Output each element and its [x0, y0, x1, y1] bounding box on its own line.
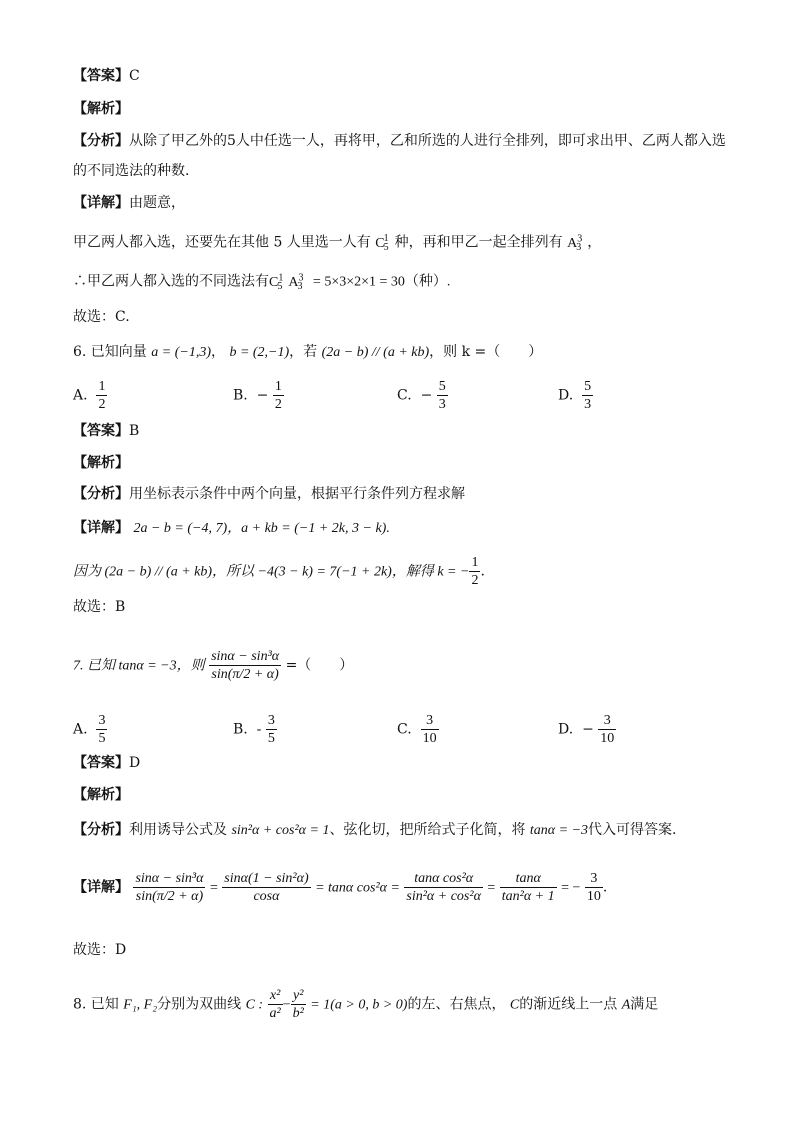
q6-answer-line: 【答案】B: [73, 423, 140, 439]
q6-choose: 故选：B: [73, 599, 126, 615]
fenxi-tag: 【分析】: [73, 133, 129, 149]
q6-stem: 6. 已知向量 a = (−1,3)， b = (2,−1)，若 (2a − b) // (a + kb)，则 k =（ ）: [73, 344, 543, 360]
q5-detail-line-a: 甲乙两人都入选，还要先在其他 5 人里选一人有 $C^1_5$ 种，再和甲乙一起全排列有 $A^3_3$ ，: [73, 233, 602, 254]
q7-option-d[interactable]: D. − $\frac{3}{10}$: [558, 713, 615, 746]
q7-option-a[interactable]: A. $\frac{3}{5}$: [73, 713, 106, 746]
q7-answer-line: 【答案】D: [73, 755, 141, 771]
answer-tag: 【答案】: [73, 68, 129, 84]
q5-choose: 故选：C.: [73, 309, 130, 325]
q7-stem: 7. 已知 tanα = −3，则 $\frac{\text{sinα − sin³α}}{\sin(\pi/2 + \alpha)}$ =（ ）: [73, 649, 354, 682]
q6-option-b[interactable]: B. − $\frac{1}{2}$: [233, 379, 282, 412]
q6-option-d[interactable]: D. $\frac{5}{3}$: [558, 379, 592, 412]
q6-option-c[interactable]: C. − $\frac{5}{3}$: [397, 379, 446, 412]
q6-detail1: 【详解】 2a − b = (−4, 7)，a + kb = (−1 + 2k, 3 − k).: [73, 520, 390, 536]
q7-fenxi: 【分析】利用诱导公式及 sin²α + cos²α = 1、弦化切，把所给式子化简，将 tanα = −3代入可得答案.: [73, 822, 677, 838]
q7-option-b[interactable]: B. - $\frac{3}{5}$: [233, 713, 275, 746]
q6-detail2: 因为 (2a − b) // (a + kb)，所以 −4(3 − k) = 7(−1 + 2k)，解得 k = − $\frac{1}{2}$ .: [73, 555, 485, 588]
parallel-condition: (2a − b) // (a + kb): [321, 345, 430, 360]
answer-value: C: [129, 68, 140, 84]
q8-stem: 8. 已知 F₁, F₂分别为双曲线 C : $\frac{\text{x²}}{\text{a²}}$ − $\frac{\text{y²}}{\text{b²}}$ = 1(a > 0, b > 0)的左、右焦点， C的渐近线上一点 A满足: [73, 988, 659, 1021]
detail-tag: 【详解】: [73, 195, 129, 211]
q5-detail-intro: 【详解】由题意，: [73, 195, 185, 211]
q6-option-a[interactable]: A. $\frac{1}{2}$: [73, 379, 106, 412]
vector-b: b = (2,−1): [229, 345, 290, 360]
vector-a: a = (−1,3): [151, 345, 211, 360]
q5-analysis-tag: 【解析】: [73, 101, 129, 117]
q7-detail: 【详解】 $\frac{\text{sinα − sin³α}}{\sin(\pi/2 + \alpha)}$ = $\frac{\text{sinα(1 − sin²α)}}{\cos\alpha}$ = tanα cos²α = $\frac{\text{tanα cos²α}}{\text{sin²α + cos²α}}$ = $\frac{\tan\alpha}{\text{tan²α + 1}}$ = − $\frac{3}{10}$ .: [73, 871, 608, 904]
q5-detail-line-b: ∴甲乙两人都入选的不同选法有$C^1_5$ $A^3_3 = 5\times 3\times 2\times 1 = 30$（种）.: [73, 272, 451, 293]
q7-option-c[interactable]: C. $\frac{3}{10}$: [397, 713, 437, 746]
q7-choose: 故选：D: [73, 942, 127, 958]
q6-analysis-tag: 【解析】: [73, 455, 129, 471]
q5-fenxi-line2: 的不同选法的种数.: [73, 163, 190, 179]
arrangement-symbol: $A^3_3$: [567, 233, 583, 254]
q5-answer-line: [73, 66, 140, 86]
combination-symbol: $C^1_5$: [375, 233, 389, 254]
q6-fenxi: 【分析】用坐标表示条件中两个向量，根据平行条件列方程求解: [73, 486, 465, 502]
q7-analysis-tag: 【解析】: [73, 787, 129, 803]
q5-fenxi-line1: 【分析】从除了甲乙外的5人中任选一人，再将甲，乙和所选的人进行全排列，即可求出甲、乙两人都入选: [73, 133, 726, 149]
